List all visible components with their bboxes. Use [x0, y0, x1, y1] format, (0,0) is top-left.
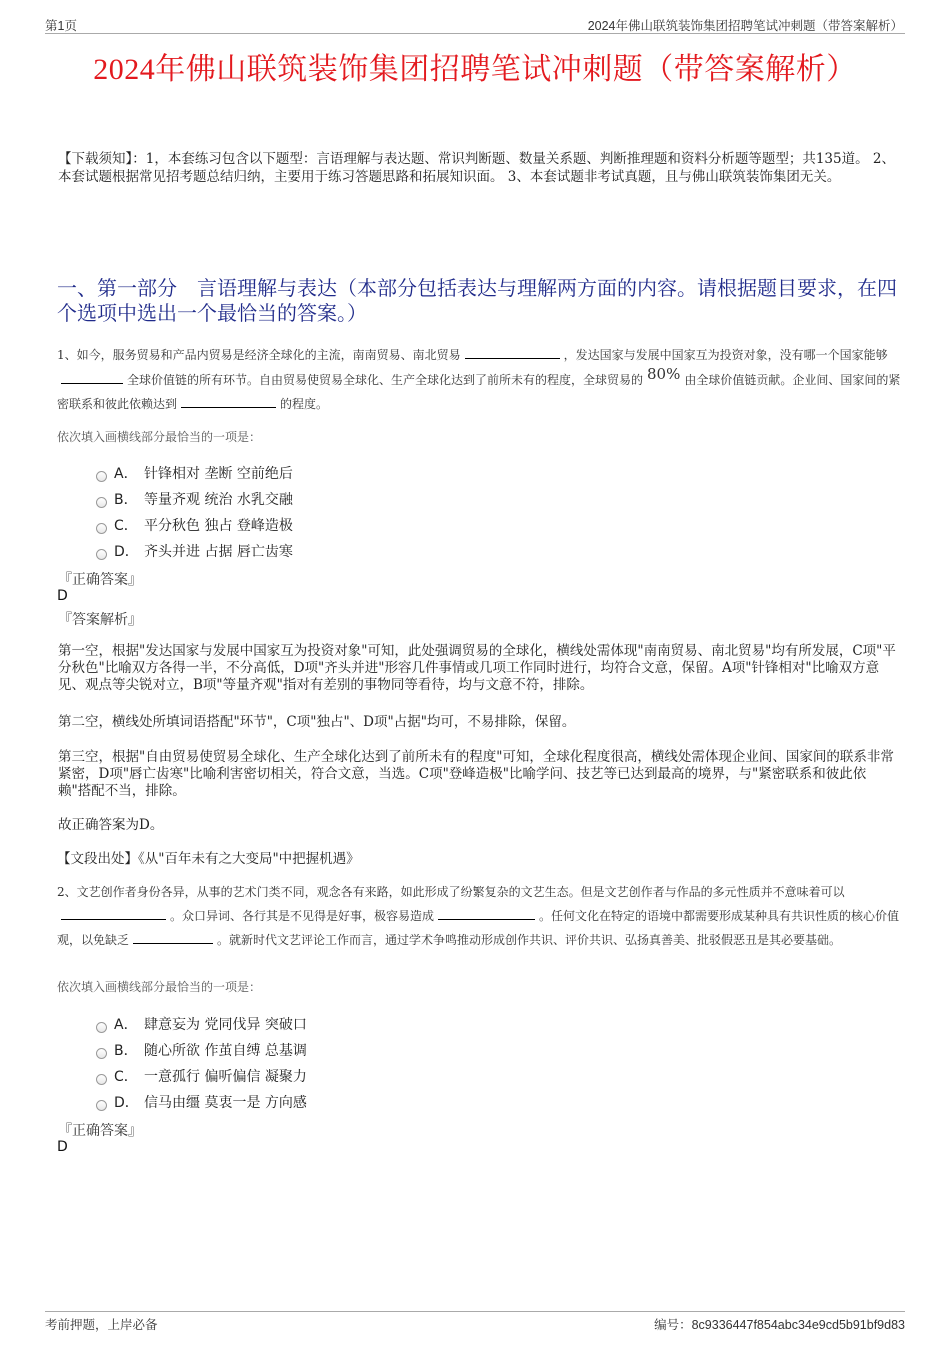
radio-button[interactable]	[96, 1048, 107, 1059]
radio-button[interactable]	[96, 1074, 107, 1085]
option-d[interactable]: D． 信马由缰 莫衷一是 方向感	[96, 1089, 307, 1115]
option-a[interactable]: A． 肆意妄为 党同伐异 突破口	[96, 1011, 307, 1037]
fill-blank-3	[181, 394, 276, 408]
serial-number: 8c9336447f854abc34e9cd5b91bf9d83	[691, 1318, 905, 1332]
analysis-paragraph-2: 第二空，横线处所填词语搭配"环节"，C项"独占"、D项"占据"均可，不易排除，保留。	[58, 714, 576, 730]
option-c[interactable]: C． 一意孤行 偏听偏信 凝聚力	[96, 1063, 307, 1089]
fill-blank-2	[438, 906, 535, 920]
option-c[interactable]: C． 平分秋色 独占 登峰造极	[96, 512, 293, 538]
question-2-prompt: 依次填入画横线部分最恰当的一项是：	[57, 980, 262, 994]
question-1-prompt: 依次填入画横线部分最恰当的一项是：	[57, 430, 262, 444]
percentage-value: 80%	[647, 365, 681, 383]
radio-button[interactable]	[96, 549, 107, 560]
fill-blank-2	[61, 370, 123, 384]
option-a[interactable]: A． 针锋相对 垄断 空前绝后	[96, 460, 293, 486]
radio-button[interactable]	[96, 497, 107, 508]
fill-blank-1	[465, 345, 560, 359]
page-footer	[45, 1311, 905, 1332]
page-number: 第1页	[45, 19, 77, 33]
footer-slogan: 考前押题，上岸必备	[45, 1318, 158, 1332]
correct-answer-label: 『正确答案』	[58, 1123, 142, 1139]
question-1-options	[96, 460, 293, 564]
analysis-paragraph-3: 第三空，根据"自由贸易使贸易全球化、生产全球化达到了前所未有的程度"可知，全球化程度很高，横线处需体现企业间、国家间的联系非常紧密，D项"唇亡齿寒"比喻利害密切相关，符合文意，当选。C项"登峰造极"比喻学问、技艺等已达到最高的境界，与"紧密联系和彼此依赖"搭配不当，排除。	[58, 749, 894, 799]
document-title: 2024年佛山联筑装饰集团招聘笔试冲刺题（带答案解析）	[93, 53, 857, 86]
radio-button[interactable]	[96, 523, 107, 534]
radio-button[interactable]	[96, 1022, 107, 1033]
download-notice: 【下载须知】：1，本套练习包含以下题型：言语理解与表达题、常识判断题、数量关系题、判断推理题和资料分析题等题型；共135道。 2、本套试题根据常见招考题总结归纳，主要用于练习答题思路和拓展知识面。 3、本套试题非考试真题，且与佛山联筑装饰集团无关。	[58, 151, 895, 185]
header-doc-title: 2024年佛山联筑装饰集团招聘笔试冲刺题（带答案解析）	[587, 19, 903, 33]
fill-blank-1	[61, 906, 166, 920]
page-header	[45, 14, 905, 34]
radio-button[interactable]	[96, 1100, 107, 1111]
correct-answer-label: 『正确答案』	[58, 572, 142, 588]
source-citation: 【文段出处】《从"百年未有之大变局"中把握机遇》	[57, 851, 360, 867]
analysis-label: 『答案解析』	[58, 612, 142, 628]
question-number: 1、	[57, 348, 77, 362]
question-2-options	[96, 1011, 307, 1115]
section-title: 一、第一部分 言语理解与表达（本部分包括表达与理解两方面的内容。请根据题目要求，在四个选项中选出一个最恰当的答案。）	[57, 276, 897, 325]
option-b[interactable]: B． 随心所欲 作茧自缚 总基调	[96, 1037, 307, 1063]
option-d[interactable]: D． 齐头并进 占据 唇亡齿寒	[96, 538, 293, 564]
footer-serial: 编号：8c9336447f854abc34e9cd5b91bf9d83	[654, 1318, 905, 1332]
radio-button[interactable]	[96, 471, 107, 482]
fill-blank-3	[133, 930, 213, 944]
question-1-text: 1、如今，服务贸易和产品内贸易是经济全球化的主流，南南贸易、南北贸易 ，发达国家与发展中国家互为投资对象，没有哪一个国家能够全球价值链的所有环节。自由贸易使贸易全球化、生产全球化达到了前所未有的程度，全球贸易的 80% 由全球价值链贡献。企业间、国家间的紧密联系和彼此依赖达到 的程度。	[57, 343, 902, 416]
question-2-text: 2、文艺创作者身份各异，从事的艺术门类不同，观念各有来路，如此形成了纷繁复杂的文艺生态。但是文艺创作者与作品的多元性质并不意味着可以。众口异词、各行其是不见得是好事，极容易造成 。任何文化在特定的语境中都需要形成某种具有共识性质的核心价值观，以免缺乏 。就新时代文艺评论工作而言，通过学术争鸣推动形成创作共识、评价共识、弘扬真善美、批驳假恶丑是其必要基础。	[57, 885, 900, 947]
analysis-conclusion: 故正确答案为D。	[58, 817, 164, 833]
correct-answer-value: D	[57, 588, 68, 604]
question-number: 2、	[57, 885, 77, 899]
correct-answer-value: D	[57, 1139, 68, 1155]
option-b[interactable]: B． 等量齐观 统治 水乳交融	[96, 486, 293, 512]
analysis-paragraph-1: 第一空，根据"发达国家与发展中国家互为投资对象"可知，此处强调贸易的全球化，横线处需体现"南南贸易、南北贸易"均有所发展，C项"平分秋色"比喻双方各得一半，不分高低，D项"齐头并进"形容几件事情或几项工作同时进行，均符合文意，保留。A项"针锋相对"比喻双方意见、观点等尖锐对立，B项"等量齐观"指对有差别的事物同等看待，均与文意不符，排除。	[58, 643, 896, 693]
